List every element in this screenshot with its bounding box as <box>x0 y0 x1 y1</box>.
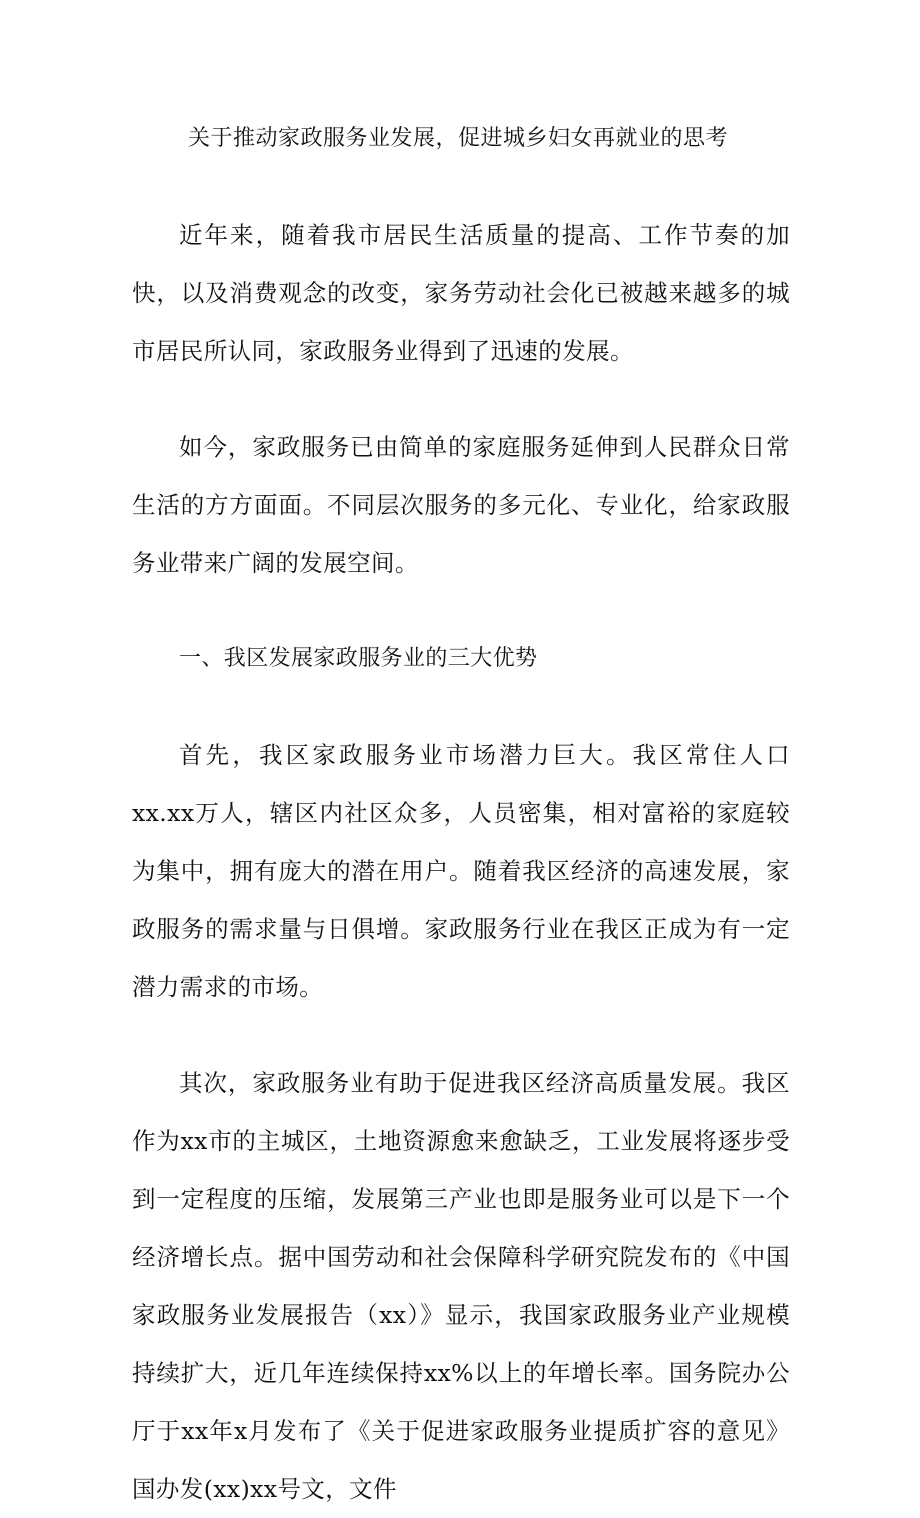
section-heading-advantages: 一、我区发展家政服务业的三大优势 <box>179 646 538 671</box>
paragraph-market-potential: 首先，我区家政服务业市场潜力巨大。我区常住人口xx.xx万人，辖区内社区众多，人员密集，相对富裕的家庭较为集中，拥有庞大的潜在用户。随着我区经济的高速发展，家政服务的需求量与日俱增。家政服务行业在我区正成为有一定潜力需求的市场。 <box>132 741 790 1001</box>
document-title: 关于推动家政服务业发展，促进城乡妇女再就业的思考 <box>188 126 729 151</box>
paragraph-economic-growth: 其次，家政服务业有助于促进我区经济高质量发展。我区作为xx市的主城区，土地资源愈来愈缺乏，工业发展将逐步受到一定程度的压缩，发展第三产业也即是服务业可以是下一个经济增长点。据中国劳动和社会保障科学研究院发布的《中国家政服务业发展报告（xx）》显示，我国家政服务业产业规模持续扩大，近几年连续保持xx%以上的年增长率。国务院办公厅于xx年x月发布了《关于促进家政服务业提质扩容的意见》国办发(xx)xx号文，文件 <box>132 1069 790 1503</box>
paragraph-scope: 如今，家政服务已由简单的家庭服务延伸到人民群众日常生活的方方面面。不同层次服务的多元化、专业化，给家政服务业带来广阔的发展空间。 <box>132 433 790 577</box>
paragraph-intro: 近年来，随着我市居民生活质量的提高、工作节奏的加快，以及消费观念的改变，家务劳动社会化已被越来越多的城市居民所认同，家政服务业得到了迅速的发展。 <box>132 221 790 365</box>
document-page <box>132 110 790 1518</box>
